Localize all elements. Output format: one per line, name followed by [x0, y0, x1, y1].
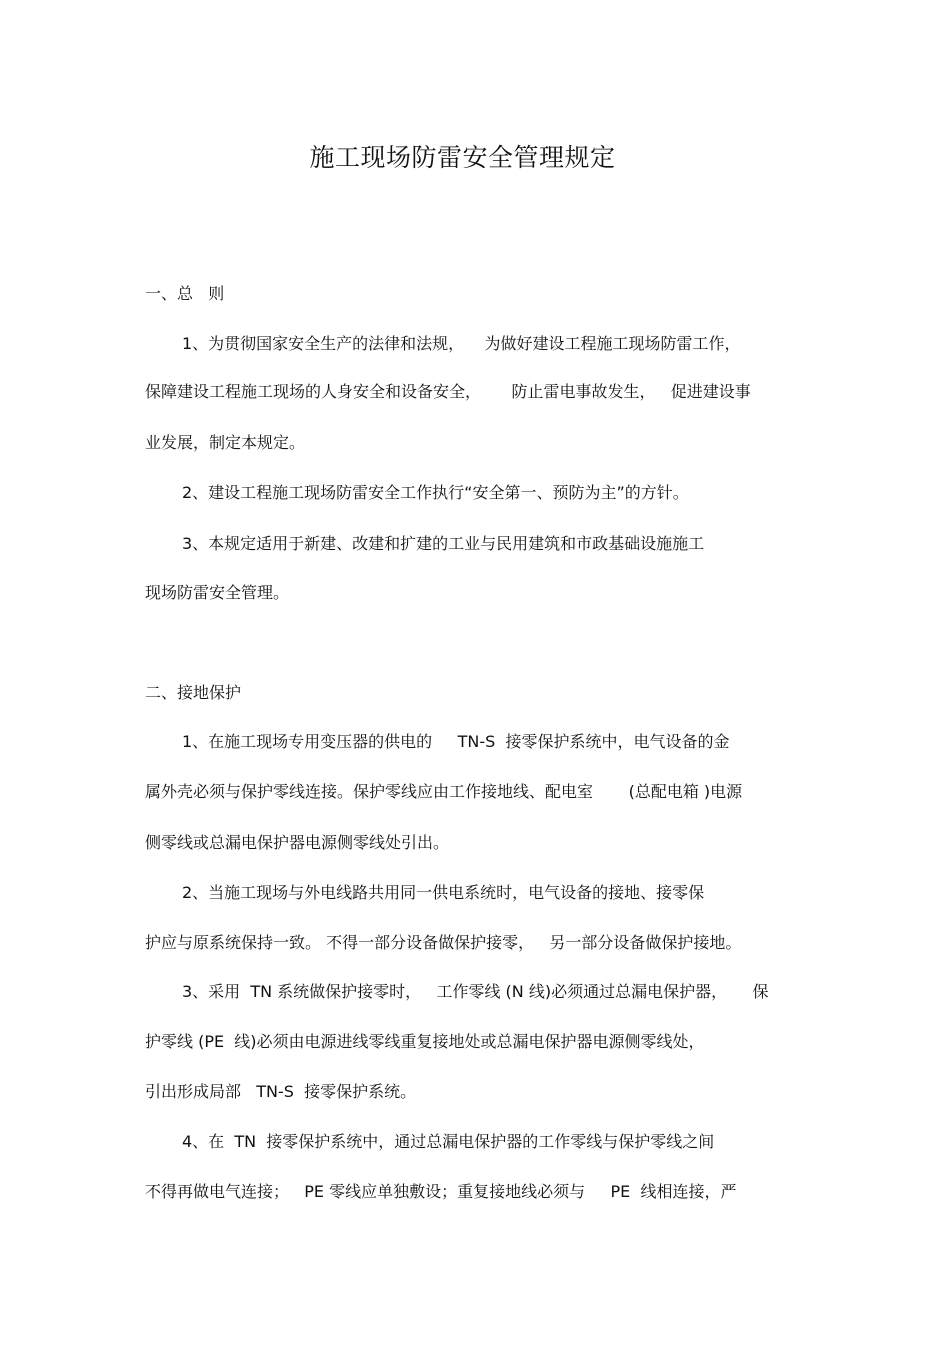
paragraph-line: 2、当施工现场与外电线路共用同一供电系统时，电气设备的接地、接零保: [182, 883, 705, 902]
section-heading-general: 一、总 则: [145, 284, 225, 303]
paragraph-line: 4、在 TN 接零保护系统中，通过总漏电保护器的工作零线与保护零线之间: [182, 1132, 715, 1151]
paragraph-line: 不得再做电气连接； PE 零线应单独敷设；重复接地线必须与 PE 线相连接，严: [145, 1182, 737, 1201]
paragraph-line: 3、采用 TN 系统做保护接零时， 工作零线 (N 线)必须通过总漏电保护器， 保: [182, 982, 769, 1001]
paragraph-line: 业发展，制定本规定。: [145, 433, 306, 452]
paragraph-line: 2、建设工程施工现场防雷安全工作执行“安全第一、预防为主”的方针。: [182, 483, 689, 502]
paragraph-line: 1、为贯彻国家安全生产的法律和法规， 为做好建设工程施工现场防雷工作，: [182, 334, 741, 353]
section-heading-grounding: 二、接地保护: [145, 683, 242, 702]
paragraph-line: 现场防雷安全管理。: [145, 583, 290, 602]
paragraph-line: 护零线 (PE 线)必须由电源进线零线重复接地处或总漏电保护器电源侧零线处，: [145, 1032, 705, 1051]
page-title: 施工现场防雷安全管理规定: [309, 143, 616, 172]
paragraph-line: 侧零线或总漏电保护器电源侧零线处引出。: [145, 833, 450, 852]
paragraph-line: 保障建设工程施工现场的人身安全和设备安全， 防止雷电事故发生， 促进建设事: [145, 382, 751, 401]
paragraph-line: 引出形成局部 TN-S 接零保护系统。: [145, 1082, 417, 1101]
paragraph-line: 1、在施工现场专用变压器的供电的 TN-S 接零保护系统中，电气设备的金: [182, 732, 730, 751]
paragraph-line: 属外壳必须与保护零线连接。保护零线应由工作接地线、配电室 (总配电箱 )电源: [145, 782, 743, 801]
paragraph-line: 护应与原系统保持一致。 不得一部分设备做保护接零， 另一部分设备做保护接地。: [145, 933, 742, 952]
paragraph-line: 3、本规定适用于新建、改建和扩建的工业与民用建筑和市政基础设施施工: [182, 534, 705, 553]
